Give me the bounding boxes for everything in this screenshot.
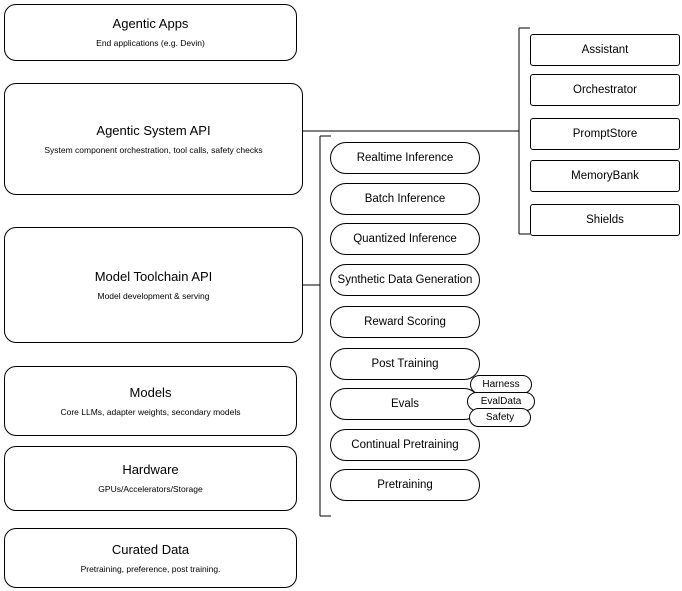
component-assistant[interactable] xyxy=(530,34,680,66)
component-shields[interactable] xyxy=(530,204,680,236)
component-orchestrator[interactable] xyxy=(530,74,680,106)
stack-layer-title: Agentic System API xyxy=(96,122,211,138)
eval-tag-safety[interactable] xyxy=(469,408,531,427)
component-label: Realtime Inference xyxy=(356,152,454,164)
component-label: PromptStore xyxy=(572,128,638,140)
eval-tag-label: Safety xyxy=(485,412,515,423)
stack-layer-subtitle: Model development & serving xyxy=(97,290,210,301)
component-synthetic-data-generation[interactable] xyxy=(330,264,480,296)
stack-layer-agentic-system-api[interactable] xyxy=(4,83,303,195)
component-quantized-inference[interactable] xyxy=(330,223,480,255)
stack-layer-subtitle: End applications (e.g. Devin) xyxy=(96,38,205,48)
component-label: Reward Scoring xyxy=(364,316,446,328)
stack-layer-hardware[interactable] xyxy=(4,446,297,511)
stack-layer-curated-data[interactable] xyxy=(4,528,297,588)
component-promptstore[interactable] xyxy=(530,118,680,150)
component-batch-inference[interactable] xyxy=(330,183,480,215)
component-post-training[interactable] xyxy=(330,348,480,380)
stack-layer-title: Models xyxy=(129,384,172,400)
stack-layer-title: Curated Data xyxy=(111,541,190,557)
component-label: Synthetic Data Generation xyxy=(337,274,473,286)
component-label: Batch Inference xyxy=(364,193,446,205)
component-label: Quantized Inference xyxy=(353,233,457,245)
component-continual-pretraining[interactable] xyxy=(330,429,480,461)
stack-layer-models[interactable] xyxy=(4,366,297,436)
component-label: Evals xyxy=(390,398,420,410)
component-label: MemoryBank xyxy=(571,170,639,182)
stack-layer-subtitle: Core LLMs, adapter weights, secondary models xyxy=(60,406,241,417)
component-label: Orchestrator xyxy=(573,84,637,96)
component-label: Assistant xyxy=(581,44,629,56)
stack-layer-subtitle: Pretraining, preference, post training. xyxy=(80,563,221,574)
stack-layer-title: Model Toolchain API xyxy=(94,268,213,284)
stack-layer-subtitle: GPUs/Accelerators/Storage xyxy=(98,484,203,494)
component-realtime-inference[interactable] xyxy=(330,142,480,174)
component-label: Continual Pretraining xyxy=(351,439,459,451)
stack-layer-title: Agentic Apps xyxy=(112,16,189,31)
component-memorybank[interactable] xyxy=(530,160,680,192)
stack-layer-agentic-apps[interactable] xyxy=(4,4,297,61)
component-label: Shields xyxy=(586,214,624,226)
component-reward-scoring[interactable] xyxy=(330,306,480,338)
eval-tag-label: Harness xyxy=(482,379,520,390)
component-evals[interactable] xyxy=(330,388,480,420)
stack-layer-model-toolchain-api[interactable] xyxy=(4,227,303,343)
component-label: Post Training xyxy=(371,358,439,370)
stack-layer-title: Hardware xyxy=(122,462,179,477)
stack-layer-subtitle: System component orchestration, tool calls, safety checks xyxy=(44,144,263,155)
eval-tag-label: EvalData xyxy=(480,396,522,407)
component-label: Pretraining xyxy=(377,479,433,491)
component-pretraining[interactable] xyxy=(330,469,480,501)
